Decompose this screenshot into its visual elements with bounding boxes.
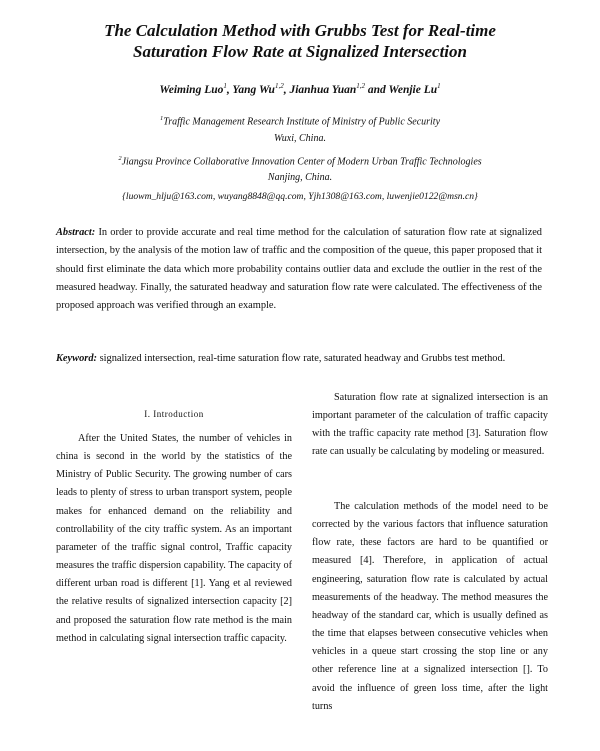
- affiliation-1: [40, 113, 560, 128]
- title-line-1: The Calculation Method with Grubbs Test for Real-time: [104, 21, 496, 40]
- keyword-label: Keyword:: [56, 353, 97, 364]
- keywords: [56, 350, 542, 368]
- affiliation-2-number: 2: [118, 155, 122, 162]
- section-heading-introduction: I. Introduction: [144, 409, 204, 419]
- abstract-text: In order to provide accurate and real time method for the calculation of saturation flow rate at signalized intersection, by the analysis of the motion law of traffic and the composition of the queue, this paper proposed that it should first eliminate the data which more probability contains outlier data and exclude the outlier in the rest of the measured headway. Finally, the saturated headway and saturation flow rate were calculated. The effectiveness of the proposed approach was verified through an example.: [56, 227, 542, 312]
- affiliation-1-number: 1: [159, 115, 164, 122]
- author-emails: {luowm_hlju@163.com, wuyang8848@qq.com, Yjh1308@163.com, luwenjie0122@msn.cn}: [122, 191, 478, 202]
- affiliation-2: [40, 153, 560, 168]
- author-3-affil: 1,2: [356, 82, 366, 90]
- author-1: Weiming Luo: [159, 83, 224, 96]
- author-list: Weiming Luo$^1$, Yang Wu$^{1,2}$, Jianhua Yuan$^{1,2}$ and Wenjie Lu$^1$: [159, 82, 441, 96]
- affiliation-2-name: Jiangsu Province Collaborative Innovation Center of Modern Urban Traffic Technologies: [121, 156, 482, 168]
- intro-left-column-paragraph: After the United States, the number of vehicles in china is second in the world by the statistics of the Ministry of Public Security. The growing number of cars leads to plenty of stress to urban transport system, people makes for enhanced demand on the reliability and controllability of the city traffic system. As an important parameter of the traffic signal control, Traffic capacity measures the traffic dispersion capability. The capacity of different urban road is different [1]. Yang et al reviewed the relative results of signalized intersection capacity [2] and proposed the saturation flow rate method is the main method in calculating signal intersection traffic capacity.: [56, 433, 292, 644]
- author-4: Wenjie Lu: [388, 83, 438, 96]
- paper-title: [40, 20, 560, 62]
- affiliation-2-city: Nanjing, China.: [267, 172, 333, 183]
- intro-right-column-paragraph-1: Saturation flow rate at signalized intersection is an important parameter of the calculation of traffic capacity with the traffic capacity rate method [3]. Saturation flow rate can usually be calculating by modeling or measured.: [312, 392, 548, 458]
- intro-right-column-paragraph-2: The calculation methods of the model need to be corrected by the various factors that influence saturation flow rate, these factors are hard to be quantified or measured [4]. Therefore, in application of actual engineering, saturation flow rate is calculated by actual measurements of the headway. The method measures the headway of the standard car, which is usually defined as the time that elapses between consecutive vehicles when vehicles in a queue start crossing the stop line or any other reference line at a signalized intersection []. To avoid the influence of green loss time, after the light turns: [312, 501, 548, 712]
- keyword-text: signalized intersection, real-time saturation flow rate, saturated headway and Grubbs test method.: [96, 353, 506, 364]
- abstract: [56, 224, 542, 315]
- author-2-affil: 1,2: [274, 82, 284, 90]
- affiliation-1-name: Traffic Management Research Institute of Ministry of Public Security: [163, 116, 441, 128]
- affiliation-1-city: Wuxi, China.: [274, 133, 326, 144]
- author-4-affil: 1: [437, 82, 441, 90]
- abstract-label: Abstract:: [56, 227, 96, 238]
- author-1-affil: 1: [223, 82, 227, 90]
- author-3: Jianhua Yuan: [289, 83, 357, 96]
- title-line-2: Saturation Flow Rate at Signalized Intersection: [133, 42, 467, 61]
- author-2: Yang Wu: [232, 83, 275, 96]
